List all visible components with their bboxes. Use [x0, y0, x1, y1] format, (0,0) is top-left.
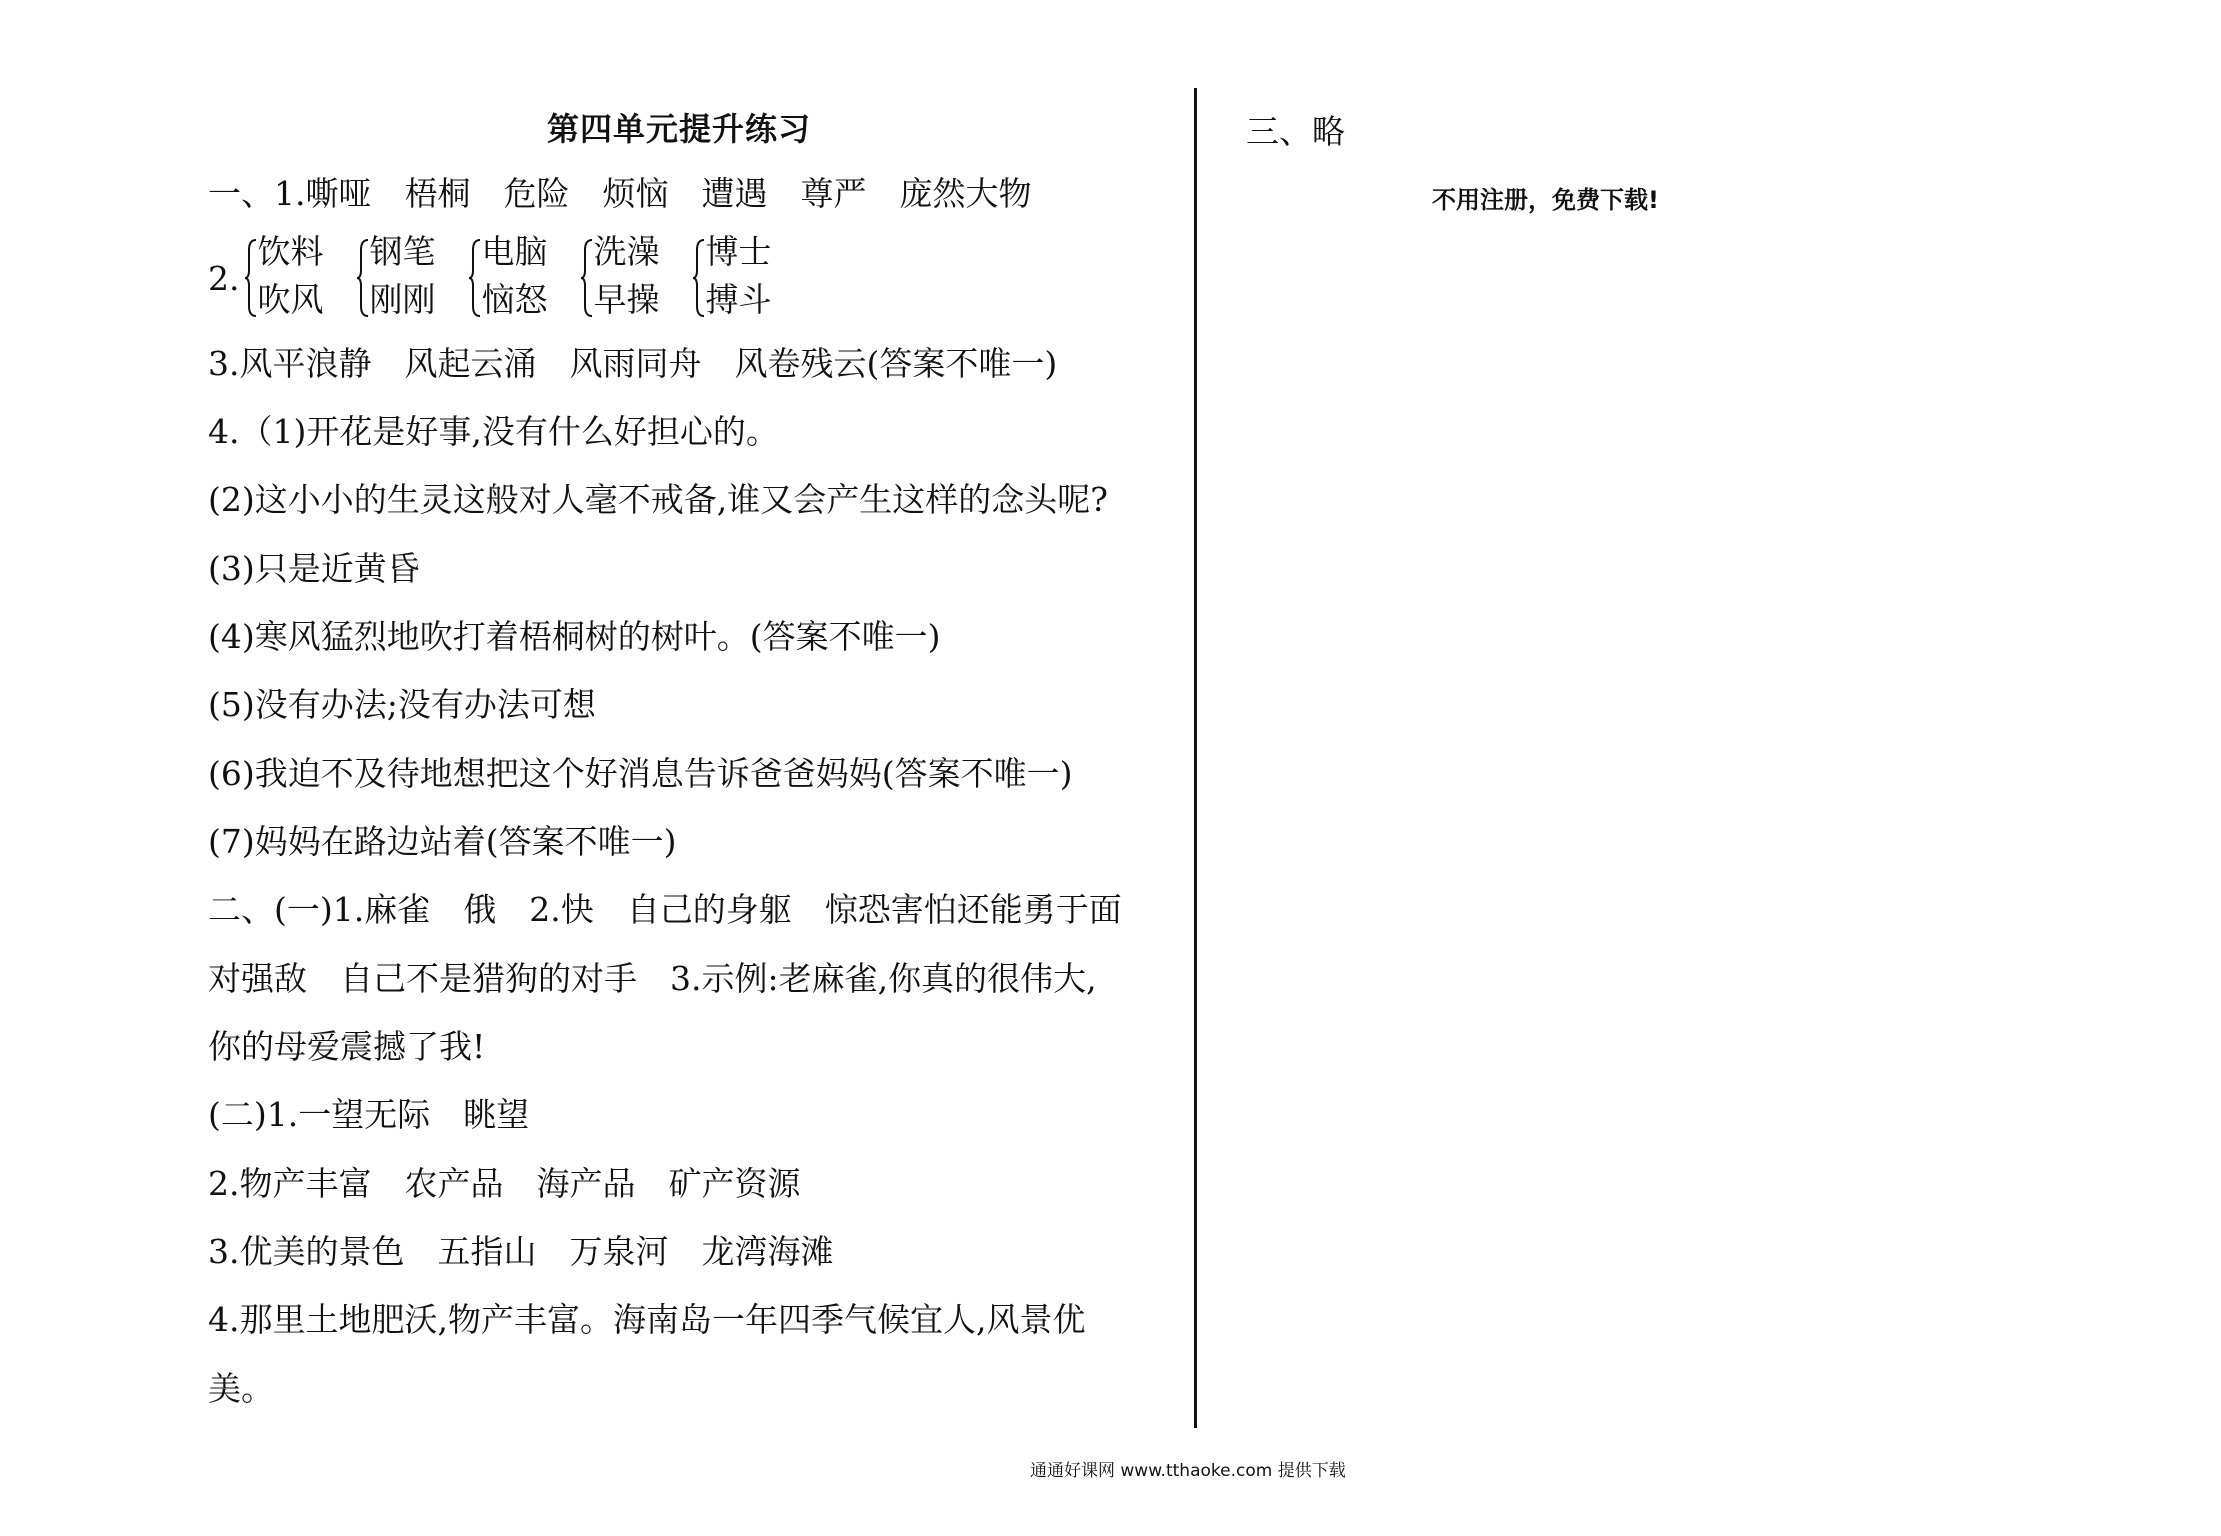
answer-line-18: 美。	[208, 1369, 274, 1408]
answer-line-14: (二)1.一望无际 眺望	[208, 1095, 530, 1134]
pair-top-word: 钢笔	[369, 232, 436, 271]
answer-line-7: (4)寒风猛烈地吹打着梧桐树的树叶。(答案不唯一)	[208, 617, 941, 656]
brace-icon	[692, 238, 706, 318]
pair-top-word: 电脑	[481, 232, 548, 271]
answer-line-16: 3.优美的景色 五指山 万泉河 龙湾海滩	[208, 1232, 834, 1271]
answer-line-5: (2)这小小的生灵这般对人毫不戒备,谁又会产生这样的念头呢?	[208, 480, 1108, 519]
brace-icon	[580, 238, 594, 318]
word-pair	[580, 232, 692, 324]
answer-line-13: 你的母爱震撼了我!	[208, 1027, 486, 1066]
pair-bottom-word: 吹风	[257, 280, 324, 319]
pair-bottom-word: 搏斗	[705, 280, 772, 319]
answer-line-11: 二、(一)1.麻雀 俄 2.快 自己的身躯 惊恐害怕还能勇于面	[208, 890, 1122, 929]
brace-icon	[356, 238, 370, 318]
word-pairs	[208, 232, 804, 324]
pair-top-word: 洗澡	[593, 232, 660, 271]
brace-icon	[244, 238, 258, 318]
pairs-number: 2.	[208, 258, 240, 298]
answer-line-1: 一、1.嘶哑 梧桐 危险 烦恼 遭遇 尊严 庞然大物	[208, 174, 1032, 213]
answer-line-3: 3.风平浪静 风起云涌 风雨同舟 风卷残云(答案不唯一)	[208, 344, 1058, 383]
word-pair	[244, 232, 356, 324]
pair-top-word: 博士	[705, 232, 772, 271]
page-title: 第四单元提升练习	[546, 110, 811, 148]
answer-line-6: (3)只是近黄昏	[208, 549, 420, 588]
answer-line-8: (5)没有办法;没有办法可想	[208, 685, 596, 724]
promo-text: 不用注册，免费下载!	[1432, 186, 1659, 214]
answer-line-10: (7)妈妈在路边站着(答案不唯一)	[208, 822, 677, 861]
answer-line-12: 对强敌 自己不是猎狗的对手 3.示例:老麻雀,你真的很伟大,	[208, 959, 1097, 998]
word-pair	[692, 232, 804, 324]
answer-line-4: 4.（1)开花是好事,没有什么好担心的。	[208, 412, 779, 451]
pair-bottom-word: 恼怒	[481, 280, 548, 319]
pair-top-word: 饮料	[257, 232, 324, 271]
answer-line-9: (6)我迫不及待地想把这个好消息告诉爸爸妈妈(答案不唯一)	[208, 754, 1073, 793]
footer-text: 通通好课网 www.tthaoke.com 提供下载	[1030, 1461, 1346, 1481]
answer-line-17: 4.那里土地肥沃,物产丰富。海南岛一年四季气候宜人,风景优	[208, 1300, 1086, 1339]
brace-icon	[468, 238, 482, 318]
section-three-heading: 三、略	[1246, 112, 1345, 151]
word-pair	[356, 232, 468, 324]
column-divider	[1194, 88, 1197, 1428]
word-pair	[468, 232, 580, 324]
pair-bottom-word: 刚刚	[369, 280, 436, 319]
answer-line-15: 2.物产丰富 农产品 海产品 矿产资源	[208, 1164, 801, 1203]
pair-bottom-word: 早操	[593, 280, 660, 319]
